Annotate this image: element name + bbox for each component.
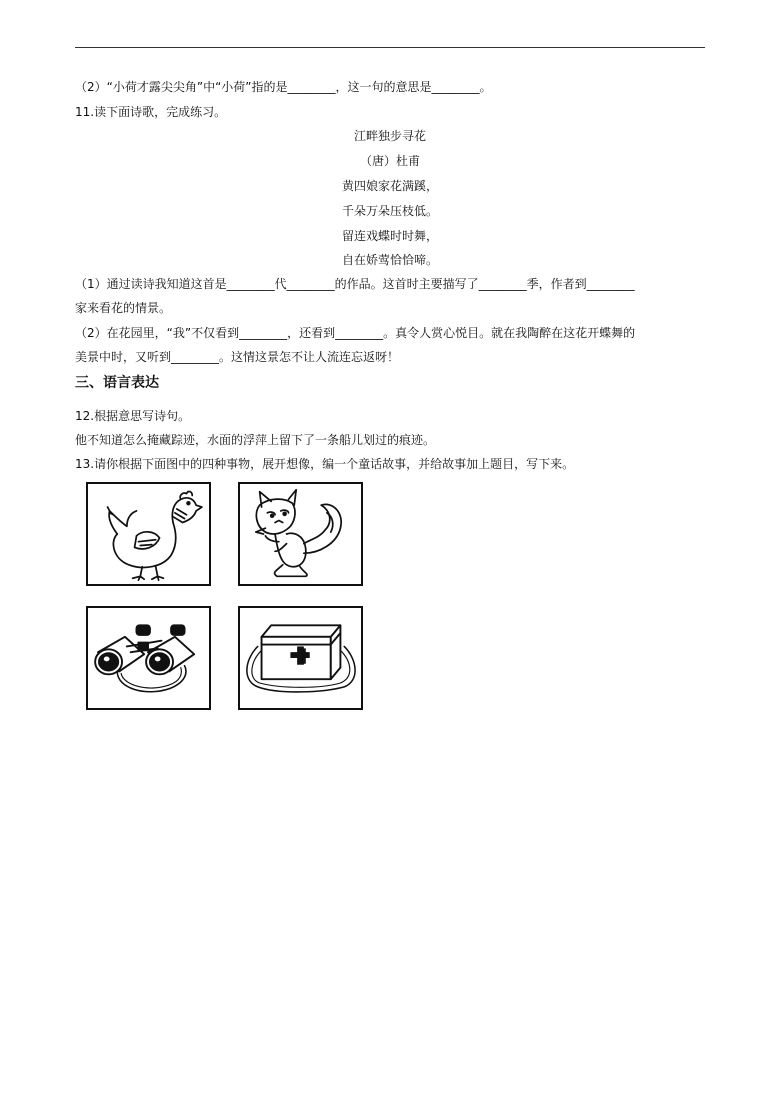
picture-binoculars — [86, 606, 211, 710]
poem-title: 江畔独步寻花 — [353, 129, 426, 143]
poem-line: 自在娇莺恰恰啼。 — [341, 253, 438, 267]
header-rule — [75, 47, 705, 48]
picture-fox — [238, 482, 363, 586]
q11-prompt: 11.读下面诗歌，完成练习。 — [75, 105, 227, 119]
poem-line: 留连戏蝶时时舞， — [341, 229, 438, 243]
poem-author: （唐）杜甫 — [359, 154, 420, 168]
picture-first-aid-kit — [238, 606, 363, 710]
q13-prompt: 13.请你根据下面图中的四种事物，展开想像，编一个童话故事，并给故事加上题目，写下来。 — [75, 457, 575, 471]
q12-prompt: 12.根据意思写诗句。 — [75, 409, 191, 423]
q11-part2-line1: （2）在花园里，“我”不仅看到________，还看到________。真令人赏心悦目。就在我陶醉在这花开蝶舞的 — [75, 326, 636, 340]
binoculars-icon — [88, 608, 209, 708]
q11-part1-line2: 家来看花的情景。 — [75, 301, 172, 315]
q11-part1-line1: （1）通过读诗我知道这首是________代________的作品。这首时主要描写了________季，作者到________ — [75, 277, 635, 291]
section-heading: 三、语言表达 — [75, 375, 159, 391]
poem-line: 千朵万朵压枝低。 — [341, 204, 438, 218]
q10-part2-text: （2）“小荷才露尖尖角”中“小荷”指的是________，这一句的意思是________。 — [75, 80, 492, 94]
picture-hen — [86, 482, 211, 586]
hen-icon — [88, 484, 209, 584]
q11-part2-line2: 美景中时，又听到________。这情这景怎不让人流连忘返呀！ — [75, 350, 400, 364]
poem-line: 黄四娘家花满蹊， — [341, 179, 438, 193]
fox-icon — [240, 484, 361, 584]
first-aid-kit-icon — [240, 608, 361, 708]
q12-meaning: 他不知道怎么掩藏踪迹，水面的浮萍上留下了一条船儿划过的痕迹。 — [75, 433, 436, 447]
